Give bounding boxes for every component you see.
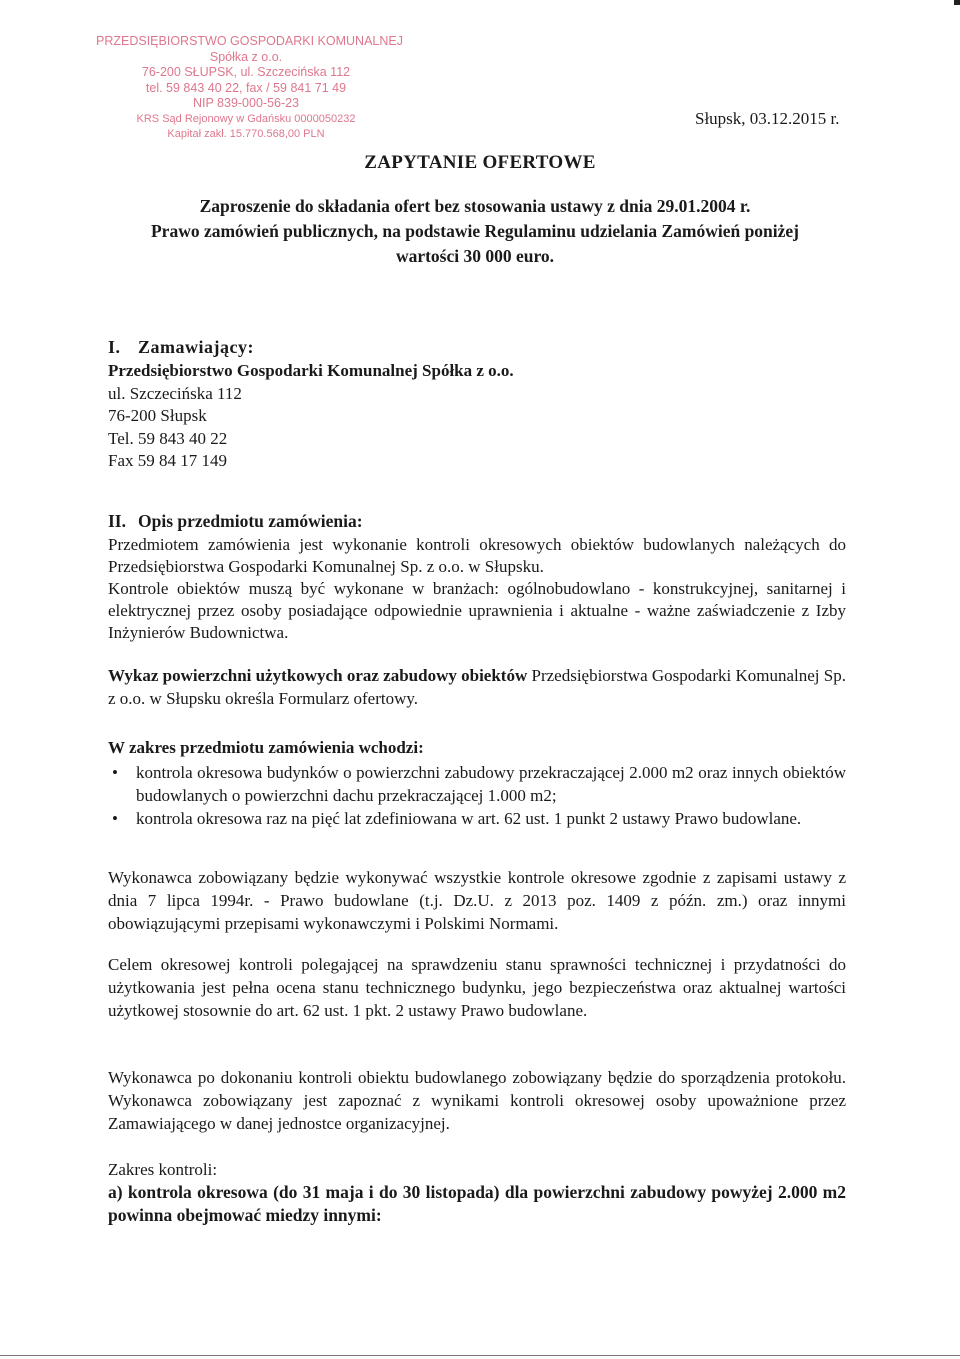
intro-line: wartości 30 000 euro. (395, 246, 555, 266)
stamp-line: KRS Sąd Rejonowy w Gdańsku 0000050232 (136, 112, 356, 125)
scan-bottom-line (0, 1355, 960, 1356)
scope-list (108, 761, 846, 830)
intro-line: Zaproszenie do składania ofert bez stosowania ustawy z dnia 29.01.2004 r. (199, 196, 751, 216)
area-list-rest: Przedsiębiorstwa Gospodarki Komunalnej Sp. z o.o. w Słupsku określa Formularz ofertowy. (108, 666, 846, 708)
company-stamp (96, 34, 403, 143)
stamp-line: PRZEDSIĘBIORSTWO GOSPODARKI KOMUNALNEJ (96, 34, 403, 48)
inspection-branches-paragraph: Kontrole obiektów muszą być wykonane w branżach: ogólnobudowlano - konstrukcyjnej, sanitarnej i elektrycznej przez osoby posiadające odpowiednie uprawnienia i aktualne - ważne zaświadczenie z Izby Inżynierów Budownictwa. (108, 579, 846, 642)
document-title: ZAPYTANIE OFERTOWE (364, 152, 596, 173)
stamp-line: 76-200 SŁUPSK, ul. Szczecińska 112 (141, 65, 351, 79)
area-list-bold: Wykaz powierzchni użytkowych oraz zabudowy obiektów (108, 666, 528, 685)
bullet-icon: • (112, 763, 118, 782)
stamp-line: Kapitał zakł. 15.770.568,00 PLN (167, 128, 325, 140)
scope-paragraph (108, 736, 846, 830)
scan-corner-mark (954, 0, 960, 5)
inspection-scope-item-a: a) kontrola okresowa (do 31 maja i do 30 listopada) dla powierzchni zabudowy powyżej 2.000 m2 powinna obejmować miedzy innymi: (108, 1182, 846, 1225)
area-list-paragraph (108, 664, 846, 710)
section-order-description (108, 510, 846, 644)
stamp-line: NIP 839-000-56-23 (192, 96, 300, 110)
place-date: Słupsk, 03.12.2015 r. (695, 109, 840, 128)
scope-item-text: kontrola okresowa budynków o powierzchni zabudowy przekraczającej 2.000 m2 oraz innych obiektów budowlanych o powierzchni dachu przekraczającej 1.000 m2; (136, 763, 846, 805)
company-fax: Fax 59 84 17 149 (108, 451, 227, 470)
order-subject-paragraph: Przedmiotem zamówienia jest wykonanie kontroli okresowych obiektów budowlanych należących do Przedsiębiorstwa Gospodarki Komunalnej Sp. z o.o. w Słupsku. (108, 535, 846, 576)
section-heading (108, 510, 846, 532)
company-name: Przedsiębiorstwo Gospodarki Komunalnej Spółka z o.o. (108, 361, 514, 380)
intro-line: Prawo zamówień publicznych, na podstawie Regulaminu udzielania Zamówień poniżej (150, 221, 800, 241)
scope-heading: W zakres przedmiotu zamówienia wchodzi: (108, 738, 424, 757)
contractor-obligation-paragraph: Wykonawca zobowiązany będzie wykonywać wszystkie kontrole okresowe zgodnie z zapisami ustawy z dnia 7 lipca 1994r. - Prawo budowlane (t.j. Dz.U. z 2013 poz. 1409 z późn. zm.) oraz innymi obowiązującymi przepisami wykonawczymi i Polskimi Normami. (108, 868, 846, 933)
scope-list-item (112, 807, 846, 830)
section-number: II. (108, 511, 126, 531)
scope-item-text: kontrola okresowa raz na pięć lat zdefiniowana w art. 62 ust. 1 punkt 2 ustawy Prawo budowlane. (136, 809, 802, 828)
section-title: Opis przedmiotu zamówienia: (138, 511, 363, 531)
intro-text (110, 194, 840, 269)
inspection-purpose-paragraph: Celem okresowej kontroli polegającej na sprawdzeniu stanu sprawności technicznej i przydatności do użytkowania jest pełna ocena stanu technicznego budynku, jego bezpieczeństwa oraz aktualnej wartości użytkowej stosownie do art. 62 ust. 1 pkt. 2 ustawy Prawo budowlane. (108, 955, 846, 1020)
section-heading (108, 336, 846, 358)
stamp-line: Spółka z o.o. (209, 49, 283, 64)
scope-list-item (112, 761, 846, 807)
bullet-icon: • (112, 809, 118, 828)
inspection-scope-label: Zakres kontroli: (108, 1160, 218, 1179)
protocol-paragraph: Wykonawca po dokonaniu kontroli obiektu budowlanego zobowiązany będzie do sporządzenia protokołu. Wykonawca zobowiązany jest zapoznać z wynikami kontroli okresowej osoby upoważnione przez Zamawiającego w danej jednostce organizacyjnej. (108, 1068, 846, 1133)
company-city: 76-200 Słupsk (108, 406, 207, 425)
section-title: Zamawiający: (138, 337, 254, 357)
stamp-line: tel. 59 843 40 22, fax / 59 841 71 49 (145, 80, 347, 95)
inspection-scope-paragraph (108, 1158, 846, 1227)
section-contracting-party (108, 336, 846, 473)
section-number: I. (108, 337, 121, 357)
company-phone: Tel. 59 843 40 22 (108, 428, 228, 448)
company-street: ul. Szczecińska 112 (108, 383, 242, 403)
